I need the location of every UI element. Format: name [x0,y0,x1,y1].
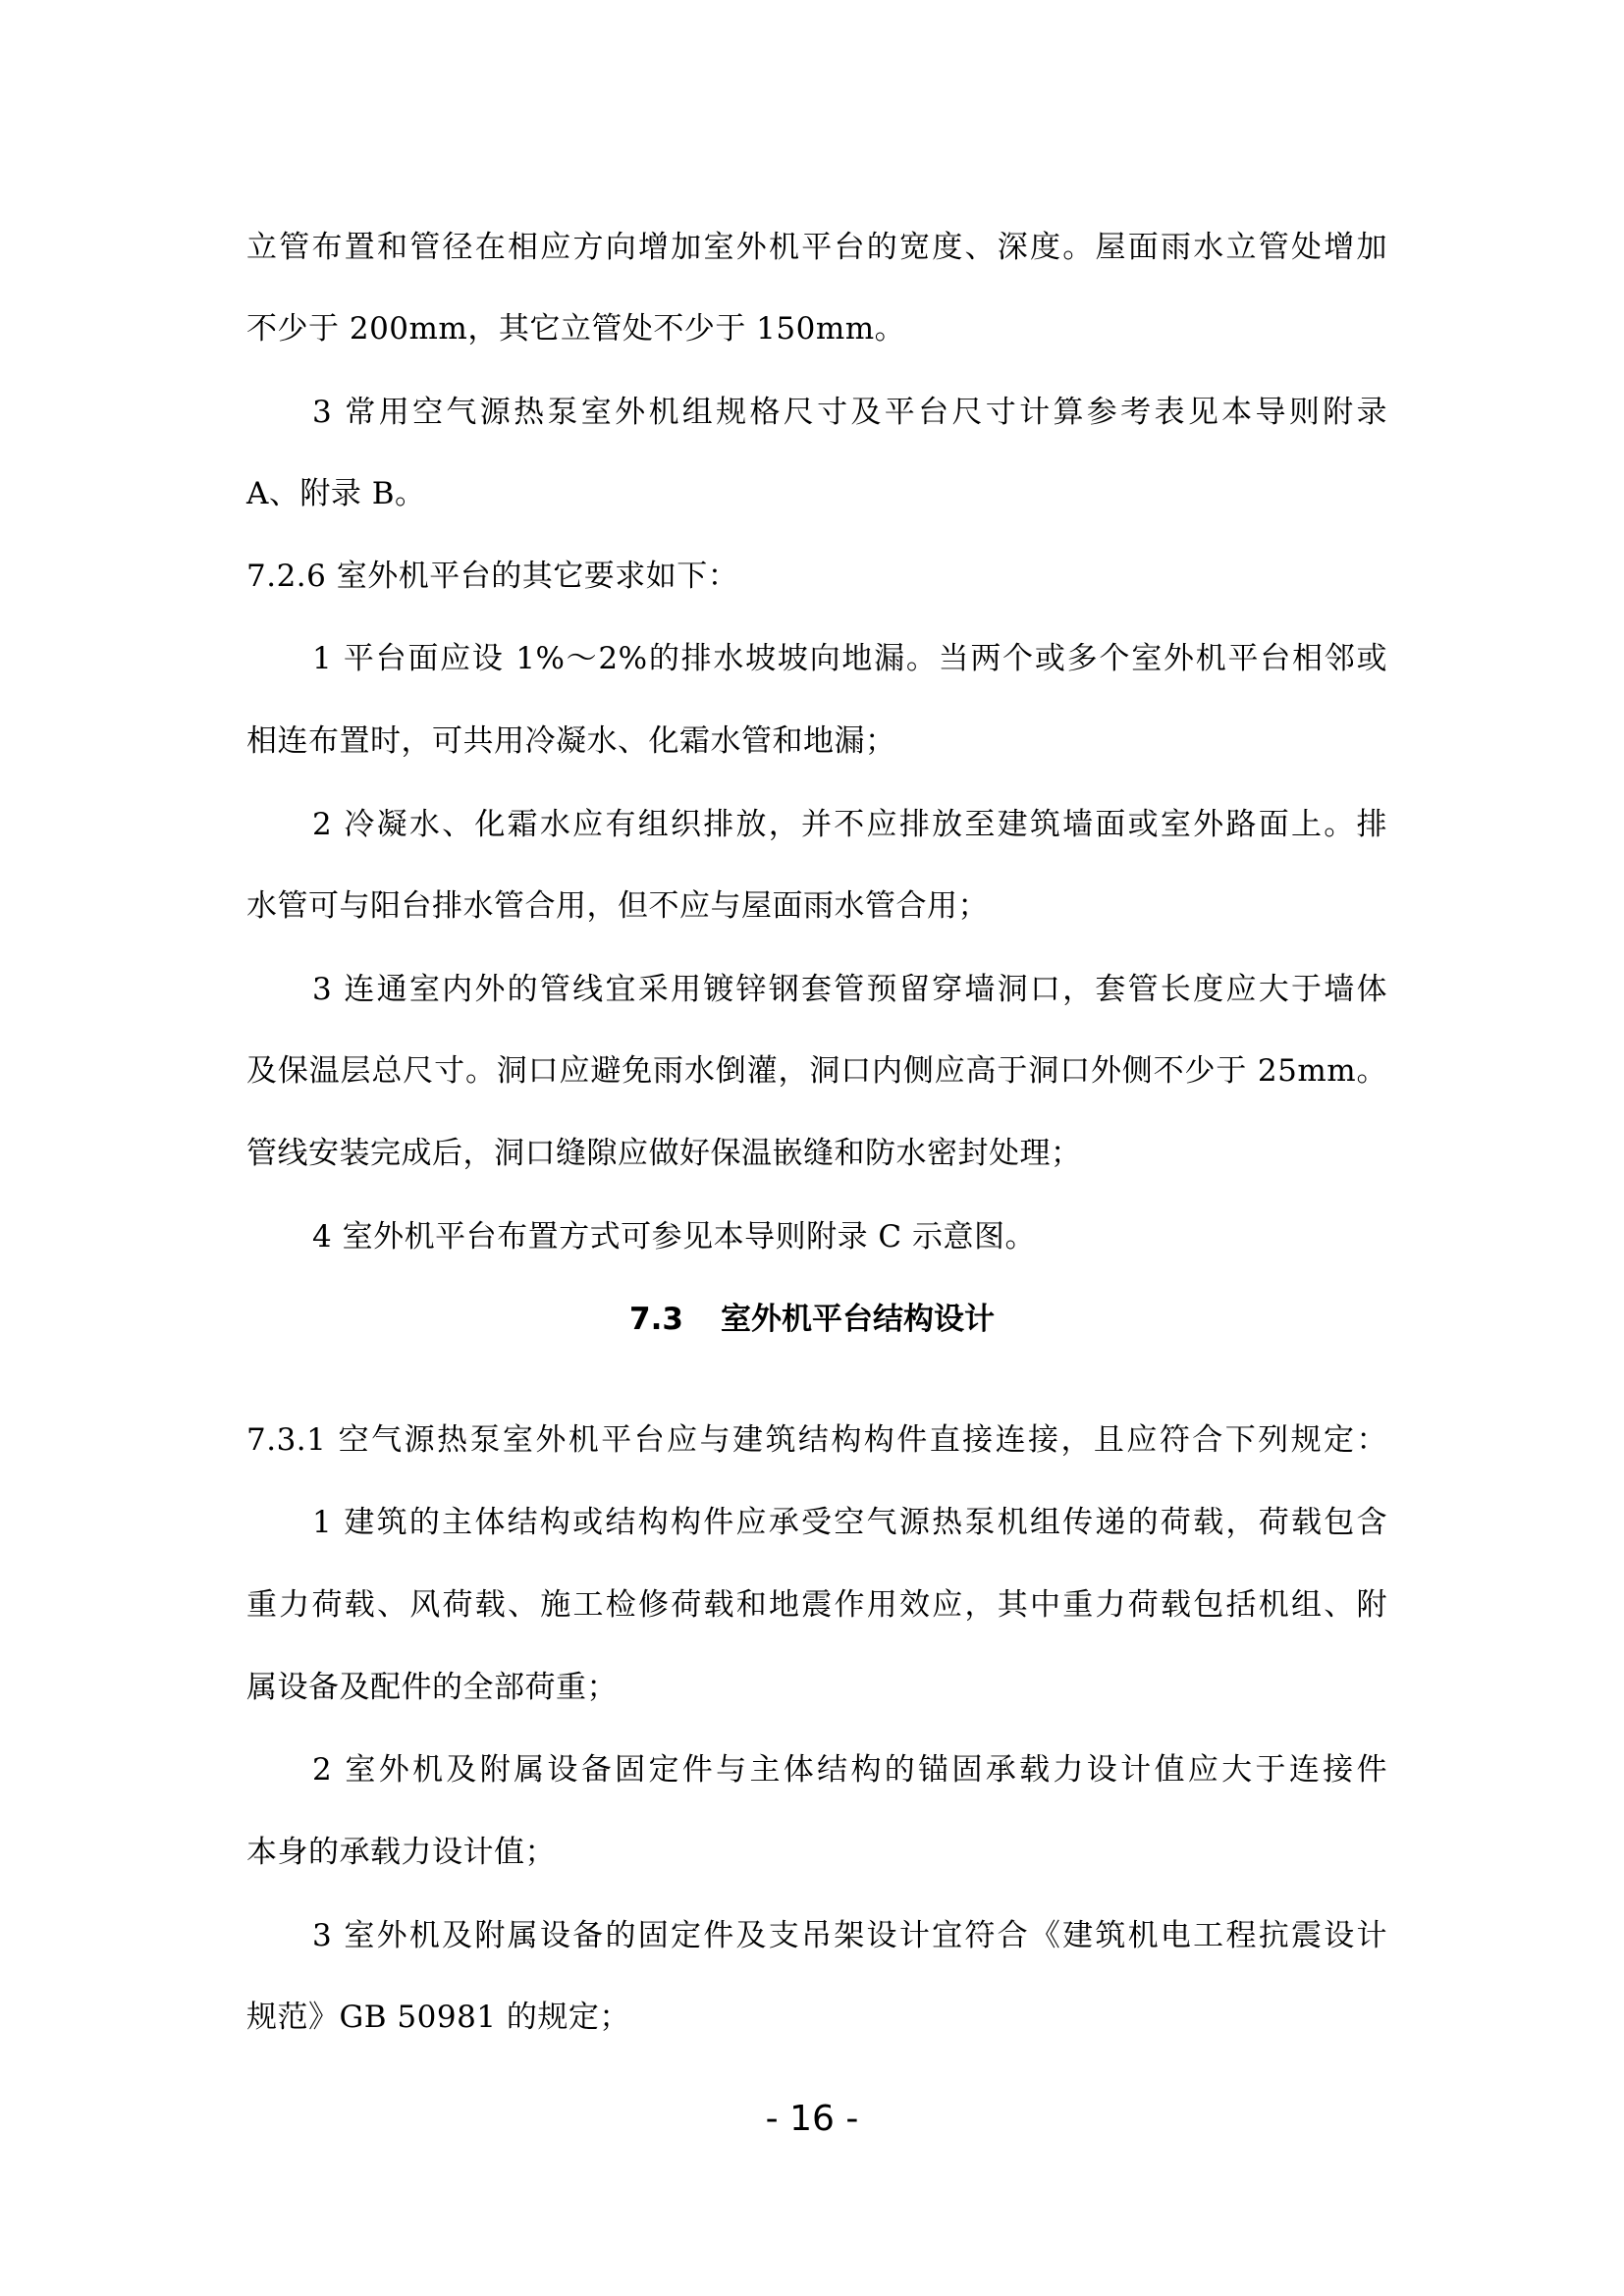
section-title: 室外机平台结构设计 [720,1302,995,1337]
paragraph-line: 3 连通室内外的管线宜采用镀锌钢套管预留穿墙洞口，套管长度应大于墙体 [312,972,1387,1007]
clause-heading: 7.2.6 室外机平台的其它要求如下： [246,559,739,594]
paragraph-line: A、附录 B。 [246,476,426,511]
paragraph-line: 属设备及配件的全部荷重； [246,1670,618,1705]
paragraph-line: 3 常用空气源热泵室外机组规格尺寸及平台尺寸计算参考表见本导则附录 [312,395,1387,430]
paragraph-line: 立管布置和管径在相应方向增加室外机平台的宽度、深度。屋面雨水立管处增加 [246,230,1387,265]
paragraph-line: 2 冷凝水、化霜水应有组织排放，并不应排放至建筑墙面或室外路面上。排 [312,807,1387,842]
paragraph-line: 不少于 200mm，其它立管处不少于 150mm。 [246,311,906,347]
paragraph-line: 1 建筑的主体结构或结构构件应承受空气源热泵机组传递的荷载，荷载包含 [312,1505,1387,1540]
paragraph-line: 规范》GB 50981 的规定； [246,2000,630,2035]
paragraph-line: 相连布置时，可共用冷凝水、化霜水管和地漏； [246,723,896,759]
paragraph-line: 及保温层总尺寸。洞口应避免雨水倒灌，洞口内侧应高于洞口外侧不少于 25mm。 [246,1053,1387,1089]
paragraph-line: 本身的承载力设计值； [246,1835,556,1870]
paragraph-line: 重力荷载、风荷载、施工检修荷载和地震作用效应，其中重力荷载包括机组、附 [246,1587,1387,1623]
paragraph-line: 水管可与阳台排水管合用，但不应与屋面雨水管合用； [246,888,989,924]
paragraph-line: 管线安装完成后，洞口缝隙应做好保温嵌缝和防水密封处理； [246,1136,1082,1171]
paragraph-line: 3 室外机及附属设备的固定件及支吊架设计宜符合《建筑机电工程抗震设计 [312,1918,1387,1953]
page-number: - 16 - [765,2099,859,2139]
clause-heading: 7.3.1 空气源热泵室外机平台应与建筑结构构件直接连接，且应符合下列规定： [246,1422,1387,1458]
section-number: 7.3 [629,1302,683,1337]
paragraph-line: 4 室外机平台布置方式可参见本导则附录 C 示意图。 [312,1219,1037,1255]
paragraph-line: 1 平台面应设 1%～2%的排水坡坡向地漏。当两个或多个室外机平台相邻或 [312,641,1387,676]
section-heading [0,1300,1624,1339]
paragraph-line: 2 室外机及附属设备固定件与主体结构的锚固承载力设计值应大于连接件 [312,1752,1387,1788]
